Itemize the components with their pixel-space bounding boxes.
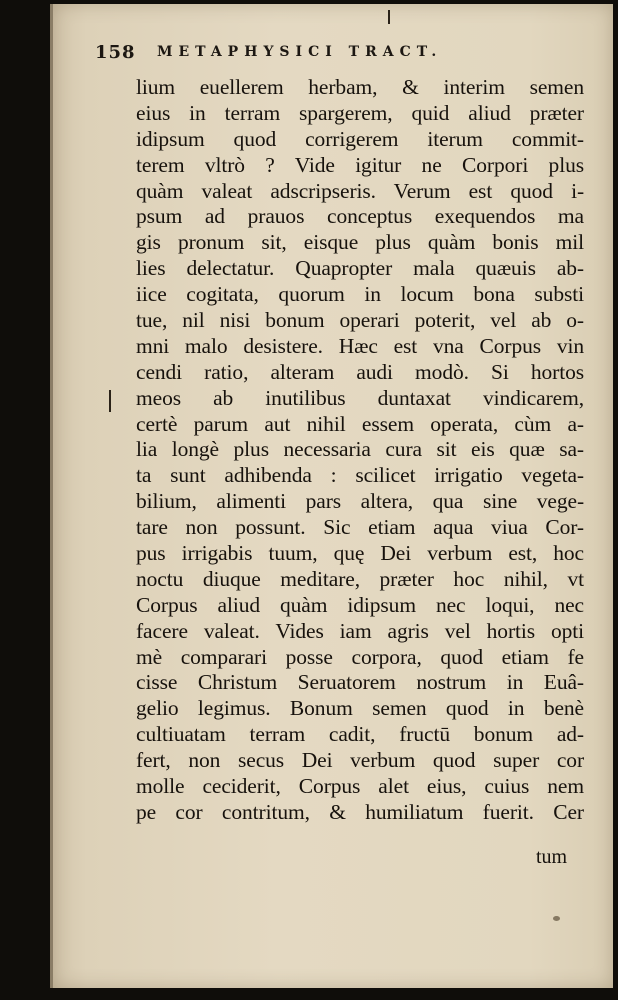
text-line: gelio legimus. Bonum semen quod in benè <box>136 696 584 721</box>
text-line: tare non possunt. Sic etiam aqua viua Cor- <box>136 515 584 540</box>
text-line: bilium, alimenti pars altera, qua sine vege- <box>136 489 584 514</box>
text-line: quàm valeat adscripseris. Verum est quod i- <box>136 178 584 203</box>
text-line: fert, non secus Dei verbum quod super cor <box>136 748 584 773</box>
running-title: METAPHYSICI TRACT. <box>157 44 443 60</box>
text-line: facere valeat. Vides iam agris vel hortis opti <box>136 618 584 643</box>
page-header <box>95 38 535 74</box>
text-line: pus irrigabis tuum, quę Dei verbum est, hoc <box>136 541 584 566</box>
text-line: cultiuatam terram cadit, fructū bonum ad- <box>136 722 584 747</box>
page-number: 158 <box>95 42 136 63</box>
top-margin-mark <box>388 10 390 24</box>
text-line: mè comparari posse corpora, quod etiam fe <box>136 644 584 669</box>
body-text <box>136 75 584 826</box>
text-line: lies delectatur. Quapropter mala quæuis ab- <box>136 256 584 281</box>
text-line: idipsum quod corrigerem iterum commit- <box>136 126 584 151</box>
text-line: certè parum aut nihil essem operata, cùm a- <box>136 411 584 436</box>
catchword: tum <box>536 846 568 868</box>
text-line: iice cogitata, quorum in locum bona substi <box>136 282 584 307</box>
text-line: eius in terram spargerem, quid aliud præter <box>136 100 584 125</box>
text-line: cisse Christum Seruatorem nostrum in Euâ- <box>136 670 584 695</box>
text-line: psum ad prauos conceptus exequendos ma <box>136 204 584 229</box>
text-line: terem vltrò ? Vide igitur ne Corpori plus <box>136 152 584 177</box>
text-line: cendi ratio, alteram audi modò. Si hortos <box>136 359 584 384</box>
text-line: tue, nil nisi bonum operari poterit, vel ab o- <box>136 308 584 333</box>
text-line: pe cor contritum, & humiliatum fuerit. Cer <box>136 799 584 824</box>
text-line: ta sunt adhibenda : scilicet irrigatio vegeta- <box>136 463 584 488</box>
text-line: mni malo desistere. Hæc est vna Corpus vin <box>136 333 584 358</box>
text-line: noctu diuque meditare, præter hoc nihil, vt <box>136 566 584 591</box>
text-line: lia longè plus necessaria cura sit eis quæ sa- <box>136 437 584 462</box>
text-line: Corpus aliud quàm idipsum nec loqui, nec <box>136 592 584 617</box>
text-line: gis pronum sit, eisque plus quàm bonis mil <box>136 230 584 255</box>
ink-speck <box>553 916 560 921</box>
left-margin-mark <box>109 390 111 412</box>
text-line: lium euellerem herbam, & interim semen <box>136 75 584 99</box>
text-line: molle ceciderit, Corpus alet eius, cuius nem <box>136 774 584 799</box>
text-line: meos ab inutilibus duntaxat vindicarem, <box>136 385 584 410</box>
